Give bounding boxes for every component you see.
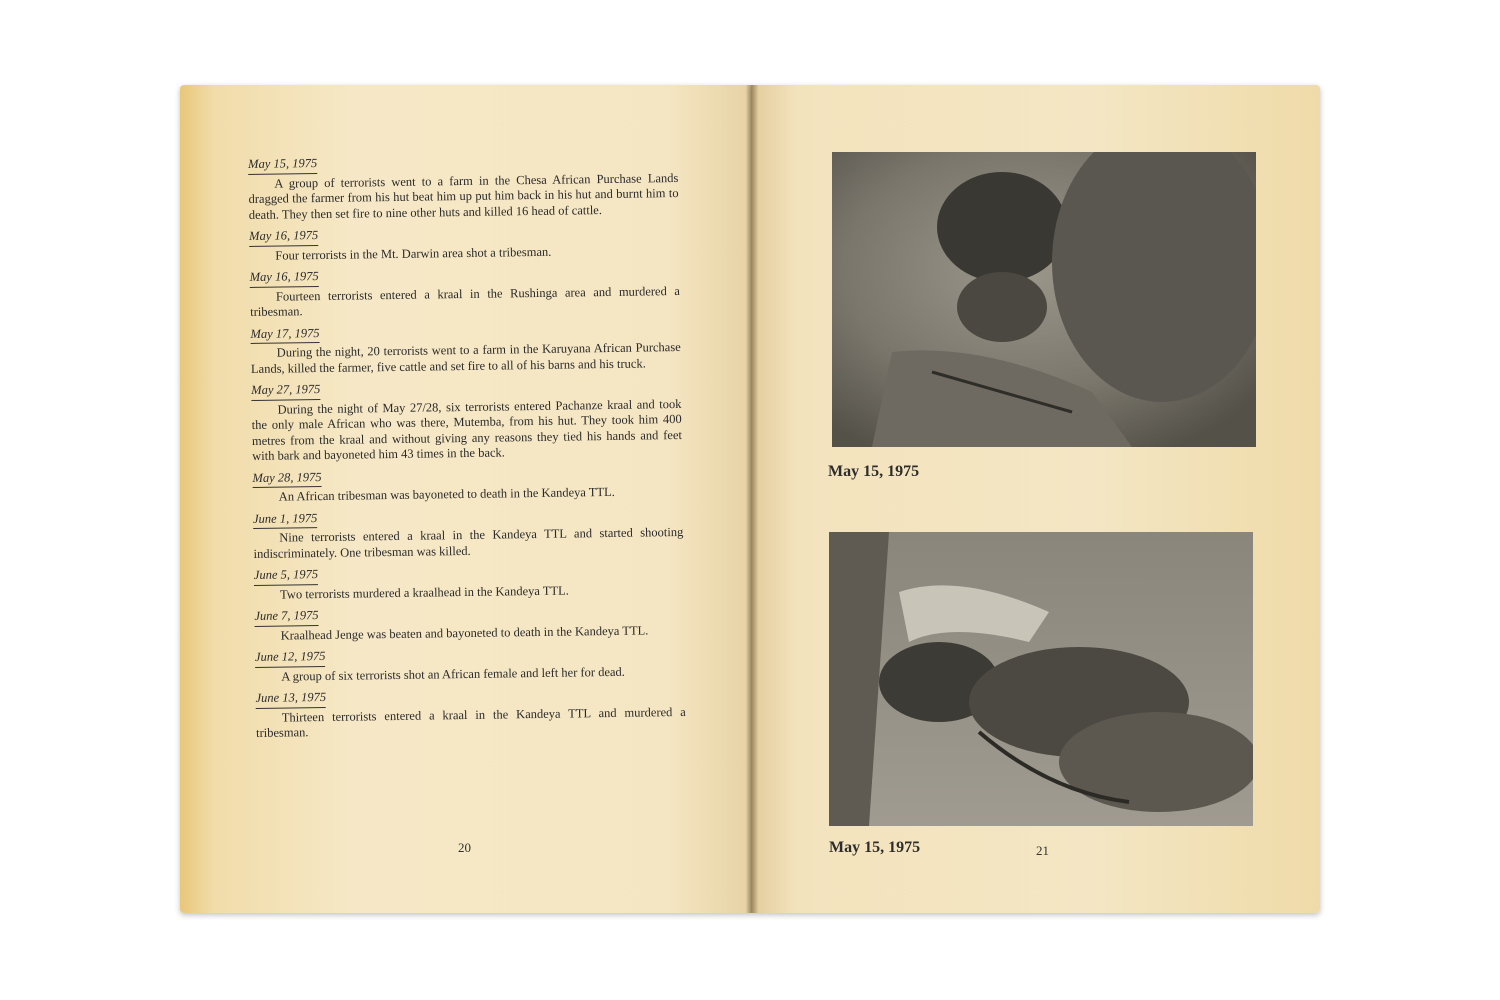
entry	[253, 505, 684, 561]
entry-text: Kraalhead Jenge was beaten and bayoneted to death in the Kandeya TTL.	[280, 622, 649, 643]
entry-text: A group of six terrorists shot an African female and left her for dead.	[281, 664, 625, 684]
open-booklet	[180, 85, 1320, 913]
entry	[252, 464, 682, 505]
entry-text: A group of terrorists went to a farm in the Chesa African Purchase Lands dragged the farmer from his hut beat him up put him back in his hut and burnt him to death. They then set fire to nine other huts and killed 16 head of cattle.	[248, 170, 679, 222]
entry	[250, 320, 681, 376]
photo-image	[829, 532, 1253, 826]
entry	[248, 151, 679, 223]
entry-date: June 12, 1975	[255, 649, 326, 667]
entry-date: May 27, 1975	[251, 382, 320, 400]
left-page	[180, 85, 752, 913]
page-number: 20	[458, 840, 471, 855]
entry	[254, 603, 684, 644]
entry	[255, 644, 685, 685]
entry-date: June 5, 1975	[254, 567, 318, 585]
entry	[251, 377, 682, 464]
entry-date: June 13, 1975	[255, 690, 326, 708]
entry-date: May 28, 1975	[252, 470, 321, 488]
photo-caption: May 15, 1975	[828, 463, 920, 480]
entry-date: May 17, 1975	[250, 326, 319, 344]
right-page	[752, 85, 1320, 913]
entry-date: May 16, 1975	[250, 269, 319, 287]
entry-text: Fourteen terrorists entered a kraal in the Rushinga area and murdered a tribesman.	[250, 283, 681, 319]
entry-text: During the night, 20 terrorists went to a farm in the Karuyana African Purchase Lands, killed the farmer, five cattle and set fire to all of his barns and his truck.	[250, 339, 681, 376]
entry	[254, 562, 684, 603]
entries-column	[248, 151, 686, 747]
entry-date: June 7, 1975	[254, 608, 318, 626]
entry-text: Two terrorists murdered a kraalhead in the Kandeya TTL.	[280, 583, 569, 602]
entry-text: During the night of May 27/28, six terrorists entered Pachanze kraal and took the only male African who was there, Mutemba, from his hut. They took him 400 metres from the kraal and without giving any reasons they tied his hands and feet with bark and bayoneted him 43 times in the back.	[251, 396, 683, 463]
entry-text: An African tribesman was bayoneted to death in the Kandeya TTL.	[278, 484, 615, 504]
entry	[255, 685, 686, 741]
entry-date: May 15, 1975	[248, 156, 317, 174]
book-spine-gutter	[746, 85, 758, 913]
photo-image	[832, 152, 1256, 447]
page-number: 21	[1036, 843, 1049, 858]
photograph	[832, 152, 1256, 447]
photograph	[829, 532, 1253, 826]
entry-text: Thirteen terrorists entered a kraal in the Kandeya TTL and murdered a tribesman.	[255, 704, 686, 740]
entry	[250, 264, 681, 320]
entry-text: Nine terrorists entered a kraal in the Kandeya TTL and started shooting indiscriminately. One tribesman was killed.	[253, 524, 684, 561]
photo-caption: May 15, 1975	[829, 839, 921, 856]
entry-date: May 16, 1975	[249, 228, 318, 246]
entry-date: June 1, 1975	[253, 511, 317, 529]
entry-text: Four terrorists in the Mt. Darwin area shot a tribesman.	[275, 244, 552, 263]
entry	[249, 223, 679, 264]
